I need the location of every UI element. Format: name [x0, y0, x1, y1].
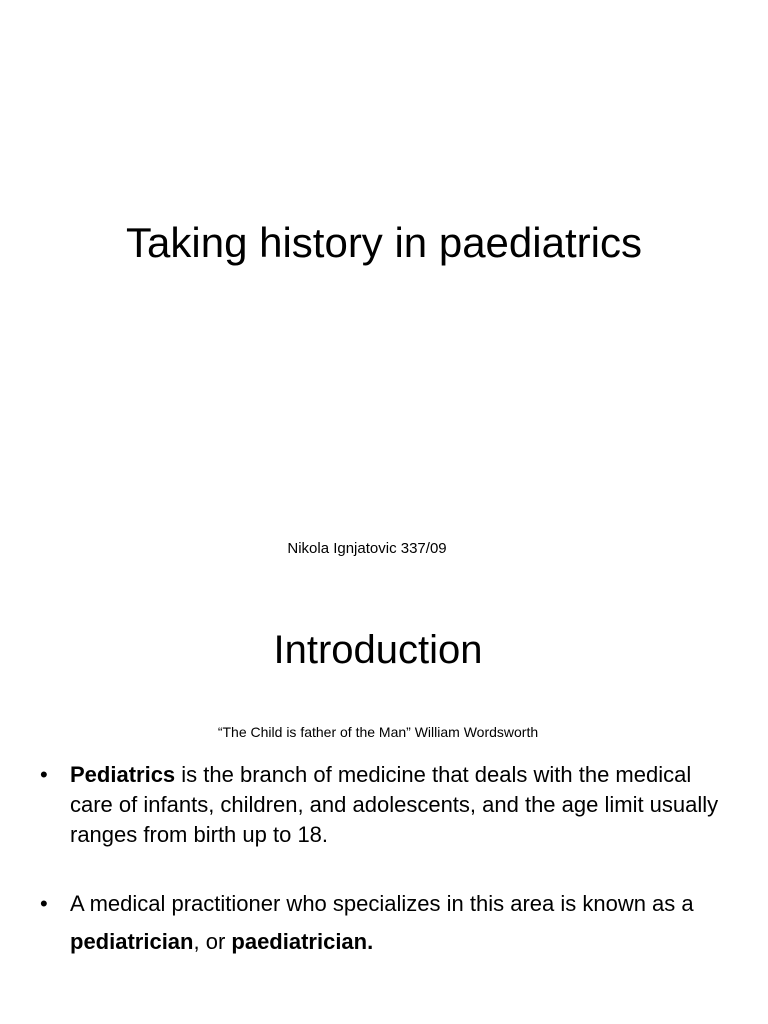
slide-title: Taking history in paediatrics	[126, 219, 642, 266]
bullet-text-end: .	[367, 929, 374, 954]
bullet-item-practitioner	[40, 885, 720, 961]
quote-line: “The Child is father of the Man” William Wordsworth	[217, 724, 539, 740]
bullet-term: Pediatrics	[70, 762, 176, 787]
bullet-list	[40, 760, 720, 961]
bullet-term-paediatrician: paediatrician	[231, 929, 368, 954]
bullet-icon: •	[40, 762, 48, 787]
bullet-item-pediatrics	[40, 760, 720, 850]
bullet-text: is the branch of medicine that deals with the medical care of infants, children, and adolescents, and the age limit usually ranges from birth up to 18.	[70, 762, 719, 847]
section-heading: Introduction	[273, 628, 483, 672]
bullet-icon: •	[40, 891, 48, 916]
bullet-text: A medical practitioner who specializes in this area is known as a	[70, 891, 694, 916]
bullet-text-connector: , or	[193, 929, 232, 954]
bullet-term-pediatrician: pediatrician	[70, 929, 194, 954]
author-line: Nikola Ignjatovic 337/09	[287, 540, 447, 557]
